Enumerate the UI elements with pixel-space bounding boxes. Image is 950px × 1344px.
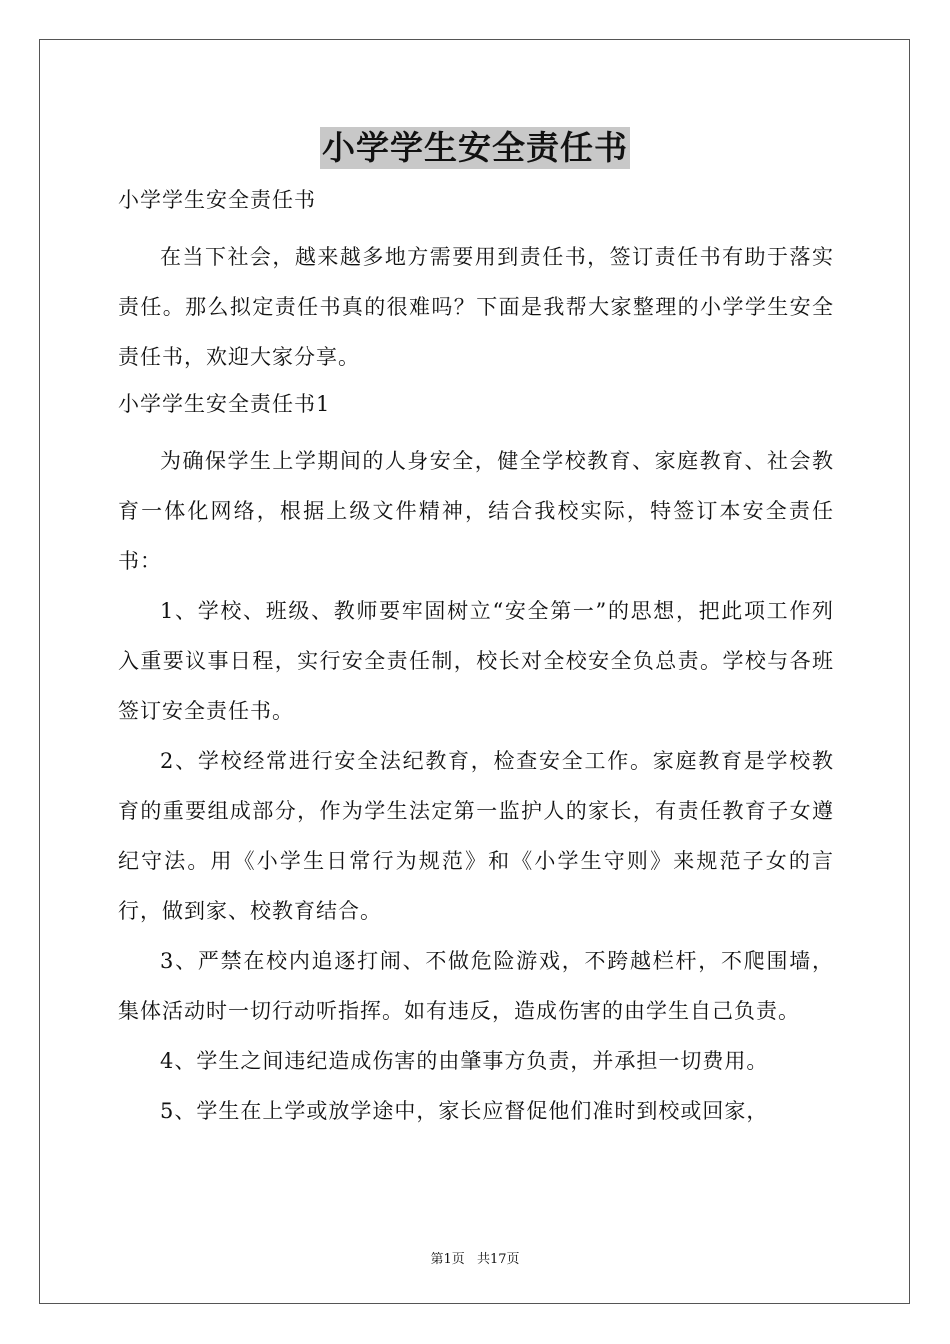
list-item: 2、学校经常进行安全法纪教育，检查安全工作。家庭教育是学校教育的重要组成部分，作为学生法定第一监护人的家长，有责任教育子女遵纪守法。用《小学生日常行为规范》和《小学生守则》来规范子女的言行，做到家、校教育结合。 xyxy=(118,749,834,923)
page-footer xyxy=(0,1248,950,1267)
page-total: 共17页 xyxy=(476,1252,520,1267)
document-body xyxy=(118,182,834,1136)
page-number: 第1页 xyxy=(430,1252,465,1267)
title-container xyxy=(0,127,950,169)
intro-paragraph: 在当下社会，越来越多地方需要用到责任书，签订责任书有助于落实责任。那么拟定责任书真的很难吗？下面是我帮大家整理的小学学生安全责任书，欢迎大家分享。 xyxy=(118,245,834,369)
list-item: 4、学生之间违纪造成伤害的由肇事方负责，并承担一切费用。 xyxy=(160,1049,769,1073)
list-item: 3、严禁在校内追逐打闹、不做危险游戏，不跨越栏杆，不爬围墙，集体活动时一切行动听指挥。如有违反，造成伤害的由学生自己负责。 xyxy=(118,949,834,1023)
document-title: 小学学生安全责任书 xyxy=(322,128,628,167)
document-subtitle: 小学学生安全责任书 xyxy=(118,188,316,212)
list-item: 5、学生在上学或放学途中，家长应督促他们准时到校或回家， xyxy=(160,1099,769,1123)
section-intro-paragraph: 为确保学生上学期间的人身安全，健全学校教育、家庭教育、社会教育一体化网络，根据上级文件精神，结合我校实际，特签订本安全责任书： xyxy=(118,449,834,573)
list-item: 1、学校、班级、教师要牢固树立“安全第一”的思想，把此项工作列入重要议事日程，实行安全责任制，校长对全校安全负总责。学校与各班签订安全责任书。 xyxy=(118,599,834,723)
section-title: 小学学生安全责任书1 xyxy=(118,392,331,416)
